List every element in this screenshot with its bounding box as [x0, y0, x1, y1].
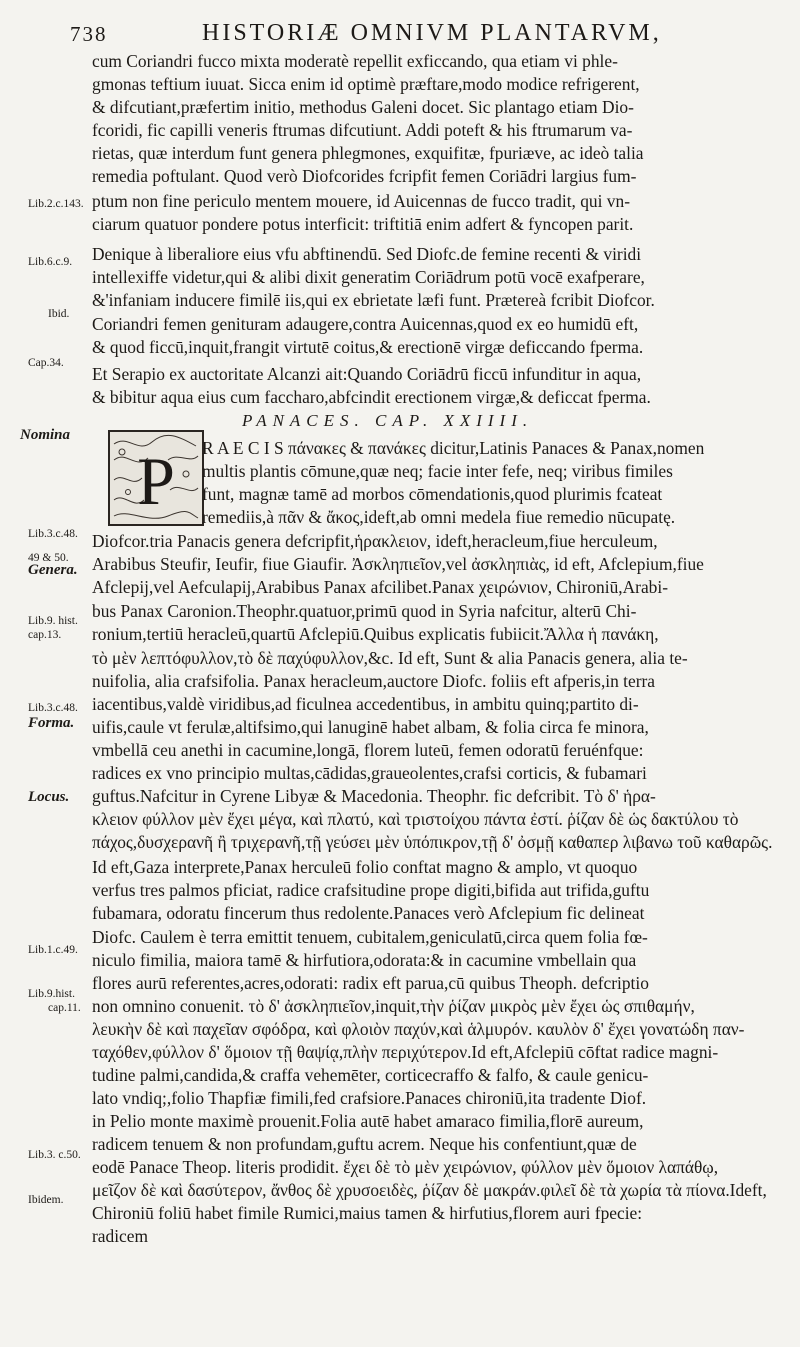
text-line: rietas, quæ interdum funt genera phlegmones, exquifitæ, fpuriæve, ac ideò talia — [92, 143, 644, 163]
text-line: funt, magnæ tamē ad morbos cōmendationis,quod plurimis fcateat — [202, 484, 663, 504]
margin-note: Lib.2.c.143. — [28, 198, 84, 210]
text-line — [92, 1248, 792, 1271]
catchword — [92, 1294, 792, 1317]
margin-note: Lib.3.c.48. — [28, 528, 78, 540]
text-line: &'infaniam inducere fimilē iis,qui ex ebrietate læfi funt. Prætereà fcribit Diofcor. — [92, 290, 655, 310]
page-header — [70, 16, 790, 52]
margin-note: cap.11. — [48, 1002, 81, 1014]
margin-note: Lib.1.c.49. — [28, 944, 78, 956]
text-line: eodē Panace Theop. literis prodidit. ἔχει δὲ τὸ μὲν χειρώνιον, φύλλον μὲν ὅμοιον λαπάθῳ, — [92, 1157, 719, 1177]
text-line: κλειον φύλλον μὲν ἔχει μέγα, καὶ πλατύ, καὶ τριστοίχου πάντα ἐστί. ῥίζαν δὲ ὡς δακτύλου τὸ — [92, 809, 739, 829]
text-line: nuifolia, alia crafsifolia. Panax heracleum,auctore Diofc. foliis eft afperis,in terra — [92, 671, 656, 691]
margin-note: Lib.9. hist. — [28, 615, 78, 627]
text-line — [92, 1271, 792, 1294]
text-line: ptum non fine periculo mentem mouere, id Auicennas de fucco tradit, qui vn- — [92, 191, 630, 211]
margin-note: Cap.34. — [28, 357, 64, 369]
text-line: bus Panax Caronion.Theophr.quatuor,primū quod in Syria nafcitur, alterū Chi- — [92, 601, 637, 621]
text-line: guftus.Nafcitur in Cyrene Libyæ & Macedonia. Theophr. fic defcribit. Τὸ δ' ἡρα- — [92, 786, 656, 806]
text-line: μεῖζον δὲ καὶ δασύτερον, ἄνθος δὲ χρυσοειδὲς, ῥίζαν δὲ μακράν.φιλεῖ δὲ τὰ χωρία τὰ πίονα.Ideft, — [92, 1180, 767, 1200]
page-number: 738 — [70, 22, 108, 46]
margin-note: Genera. — [28, 562, 78, 578]
text-line: Denique à liberaliore eius vfu abftinendū. Sed Diofc.de femine recenti & viridi — [92, 244, 642, 264]
text-line: radices ex vno principio multas,cādidas,graueolentes,crafsi corticis, & fubamari — [92, 763, 647, 783]
text-line: in Pelio monte maximè prouenit.Folia autē habet amaraco fimilia,florē aureum, — [92, 1111, 644, 1131]
margin-note: Lib.6.c.9. — [28, 256, 73, 268]
text-line: lato vndiq;,folio Thapfiæ fimili,fed crafsiore.Panaces chironiū,ita tradente Diof. — [92, 1088, 647, 1108]
margin-note: Lib.3. c.50. — [28, 1149, 81, 1161]
text-line: remediis,à πᾶν & ἄκος,ideft,ab omni medela fiue remedio nūcupatę. — [202, 507, 676, 527]
margin-note: Lib.9.hist. — [28, 988, 75, 1000]
text-line: uifis,caule vt ferulæ,altifsimo,qui lanuginē habet albam, & folia circa fe minora, — [92, 717, 649, 737]
text-line: radicem — [92, 1226, 149, 1246]
text-line: Chironiū foliū habet fimile Rumici,maius tamen & hirfutius,florem auri fpecie: — [92, 1203, 643, 1223]
text-line: remedia poftulant. Quod verò Diofcorides fcripfit femen Coriādri largius fum- — [92, 166, 637, 186]
chapter-heading: PANACES. CAP. XXIIII. — [242, 411, 534, 430]
margin-note: Forma. — [28, 715, 75, 731]
text-line: ταχόθεν,φύλλον δ' ὅμοιον τῇ θαψίᾳ,πλὴν περιχύτερον.Id eft,Afclepiū cōftat radice magni- — [92, 1042, 719, 1062]
margin-note: cap.13. — [28, 629, 62, 641]
margin-note: Ibidem. — [28, 1194, 64, 1206]
text-line: verfus tres palmos pficiat, radice crafsitudine prope digiti,bifida aut trifida,guftu — [92, 880, 650, 900]
text-line: cum Coriandri fucco mixta moderatè repellit exficcando, qua etiam vi phle- — [92, 51, 618, 71]
text-line: ronium,tertiū heracleū,quartū Afclepiū.Quibus explicatis fubiicit.Ἄλλα ἡ πανάκη, — [92, 624, 659, 644]
margin-note: Ibid. — [48, 308, 70, 320]
text-line: R A E C I S πάνακες & πανάκες dicitur,Latinis Panaces & Panax,nomen — [202, 438, 705, 458]
running-title: HISTORIÆ OMNIVM PLANTARVM, — [202, 20, 662, 46]
text-line: & quod ficcū,inquit,frangit virtutē coitus,& erectionē virgæ deficcando fperma. — [92, 337, 644, 357]
text-line: tudine palmi,candida,& craffa vehemēter, corticecraffo & falfo, & caule genicu- — [92, 1065, 649, 1085]
text-line: vmbellā ceu anethi in cacumine,longā, florem luteū, femen odoratū feruénfque: — [92, 740, 644, 760]
margin-note: Nomina — [20, 427, 71, 443]
svg-text:P: P — [137, 443, 175, 519]
decorated-initial-letter — [108, 430, 204, 526]
text-line: non omnino conuenit. τὸ δ' ἀσκληπιεῖον,inquit,τὴν ῥίζαν μικρὸς μὲν ἔχει ὡς σπιθαμήν, — [92, 996, 695, 1016]
text-line: fcoridi, fic capilli veneris ftrumas difcutiunt. Addi poteft & his ftrumarum va- — [92, 120, 633, 140]
text-line: τὸ μὲν λεπτόφυλλον,τὸ δὲ παχύφυλλον,&c. Id eft, Sunt & alia Panacis genera, alia te- — [92, 648, 688, 668]
margin-note: 49 & 50. — [28, 552, 69, 564]
text-line: λευκὴν δὲ καὶ παχεῖαν σφόδρα, καὶ φλοιὸν παχύν,καὶ ἁλμυρόν. καυλὸν δ' ἔχει γονατώδη παν- — [92, 1019, 745, 1039]
text-line: Diofcor.tria Panacis genera defcripfit,ἡρακλειον, ideft,heracleum,fiue herculeum, — [92, 531, 658, 551]
text-line: ciarum quatuor pondere potus interficit: triftitiā enim adfert & fyncopen parit. — [92, 214, 634, 234]
text-line: Et Serapio ex auctoritate Alcanzi ait:Quando Coriādrū ficcū infunditur in aqua, — [92, 364, 642, 384]
text-line: flores aurū referentes,acres,odorati: radix eft parua,cū quibus Theoph. defcriptio — [92, 973, 649, 993]
text-line: Arabibus Steufir, Ieufir, fiue Giaufir. Ἀσκληπιεῖον,vel ἀσκληπιὰς, id eft, Afclepium,fiue — [92, 554, 704, 574]
text-line: iacentibus,valdè viridibus,ad ficulnea accedentibus, in ambitu quinq;partito di- — [92, 694, 639, 714]
text-line: πάχος,δυσχερανῆ ἢ τριχερανῆ,τῇ γεύσει μὲν ὑπόπικρον,τῇ δ' ὀσμῇ καθαπερ λιβανω τοῦ καθαρῶς. — [92, 832, 773, 852]
text-line: radicem tenuem & non profundam,guftu acrem. Neque his confentiunt,quæ de — [92, 1134, 637, 1154]
text-line: & bibitur aqua eius cum faccharo,abfcindit erectionem virgæ,& deficcat fperma. — [92, 387, 651, 407]
text-line: Id eft,Gaza interprete,Panax herculeū folio conftat magno & amplo, vt quoquo — [92, 857, 638, 877]
margin-note: Locus. — [28, 789, 70, 805]
text-line: Diofc. Caulem è terra emittit tenuem, cubitalem,geniculatū,circa quem folia fœ- — [92, 927, 648, 947]
text-line: multis plantis cōmune,quæ neq; facie inter fefe, neq; viribus fimiles — [202, 461, 673, 481]
text-line: fubamara, odoratu fincerum thus redolente.Panaces verò Afclepium fic delineat — [92, 903, 645, 923]
text-line: niculo fimilia, maiora tamē & hirfutiora,odorata:& in cacumine vmbellain qua — [92, 950, 637, 970]
text-line: Afclepij,vel Aefculapij,Arabibus Panax afcilibet.Panax χειρώνιον, Chironiū,Arabi- — [92, 577, 669, 597]
text-line: & difcutiant,præfertim initio, methodus Galeni docet. Sic plantago etiam Dio- — [92, 97, 634, 117]
text-line: intellexiffe videtur,qui & alibi dixit generatim Coriādrum potū vocē exafperare, — [92, 267, 645, 287]
margin-note: Lib.3.c.48. — [28, 702, 78, 714]
text-line: gmonas teftium iuuat. Sicca enim id optimè præftare,modo modice refrigerent, — [92, 74, 640, 94]
text-line: Coriandri femen genituram adaugere,contra Auicennas,quod ex eo humidū eft, — [92, 314, 639, 334]
